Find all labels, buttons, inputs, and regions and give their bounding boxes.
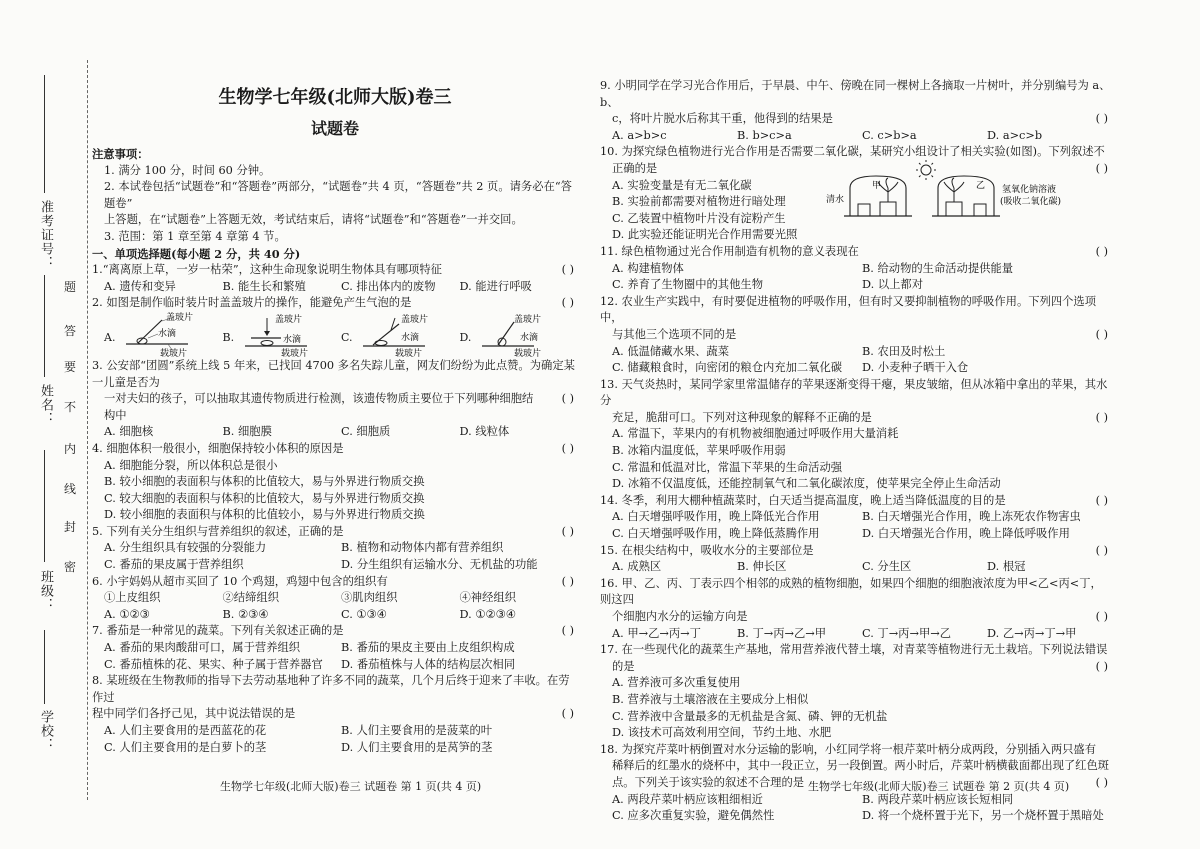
notice-heading: 注意事项：	[92, 147, 149, 161]
option: B. 番茄的果皮主要由上皮组织构成	[341, 641, 515, 655]
option: C. 丁→丙→甲→乙	[862, 626, 952, 640]
question-7	[92, 623, 578, 640]
right-page-footer: 生物学七年级(北师大版)卷三 试题卷 第 2 页(共 4 页)	[808, 780, 1070, 793]
option: C. 常温和低温对比，常温下苹果的生命活动强	[612, 460, 843, 474]
label-coverslip: 盖玻片	[274, 314, 302, 325]
figure-letter: C.	[341, 330, 353, 344]
option: D. 将一个烧杯置于光下，另一个烧杯置于黑暗处	[862, 809, 1104, 823]
question-stem: 15. 在根尖结构中，吸收水分的主要部位是	[600, 543, 814, 557]
option: D. 白天增强光合作用，晚上降低呼吸作用	[862, 527, 1070, 541]
question-stem: 11. 绿色植物通过光合作用制造有机物的意义表现在	[600, 244, 859, 258]
left-page	[92, 78, 578, 756]
question-5	[92, 524, 578, 541]
option: C. ①③④	[341, 607, 387, 621]
question-18-line2: 稀释后的红墨水的烧杯中，其中一段正立，另一段倒置。两小时后，芹菜叶柄横截面都出现了红色斑	[612, 759, 1110, 773]
figure-letter: B.	[222, 330, 235, 344]
school-blank[interactable]	[44, 630, 45, 704]
question-stem: 4. 细胞体积一般很小，细胞保持较小体积的原因是	[92, 441, 344, 455]
answer-paren[interactable]: ( )	[1095, 543, 1108, 557]
question-9-line2	[600, 111, 1112, 128]
label-coverslip: 盖玻片	[166, 312, 194, 323]
name-blank[interactable]	[44, 275, 45, 377]
question-options	[600, 792, 1112, 825]
photosynthesis-experiment-figure	[826, 158, 1076, 222]
answer-paren[interactable]: ( )	[561, 441, 574, 455]
question-4	[92, 441, 578, 458]
class-blank[interactable]	[44, 450, 45, 562]
option: A. 两段芹菜叶柄应该粗细相近	[612, 792, 763, 806]
warning-char: 密	[64, 560, 77, 574]
question-17: 17. 在一些现代化的蔬菜生产基地，常用营养液代替土壤，对青菜等植物进行无土栽培。下列说法错误	[600, 643, 1108, 657]
item: ③肌肉组织	[341, 591, 398, 605]
question-3: 3. 公安部“团圆”系统上线 5 年来，已找回 4700 多名失踪儿童，网友们纷纷为此点赞。为确定某一儿童是否为	[92, 358, 575, 389]
question-options	[600, 344, 1112, 377]
answer-paren[interactable]: ( )	[561, 574, 574, 588]
label-water: 水滴	[401, 332, 420, 343]
coverslip-diagram-a	[118, 312, 218, 358]
option: C. 人们主要食用的是白萝卜的茎	[104, 740, 267, 754]
exam-title: 生物学七年级(北师大版)卷三	[218, 87, 452, 108]
answer-paren[interactable]: ( )	[561, 296, 574, 310]
answer-paren[interactable]: ( )	[561, 707, 574, 721]
answer-paren[interactable]: ( )	[561, 263, 574, 277]
question-stem: 1.“离离原上草，一岁一枯荣”，这种生命现象说明生物体具有哪项特征	[92, 263, 442, 277]
question-options	[92, 723, 578, 756]
question-12: 12. 农业生产实践中，有时要促进植物的呼吸作用，但有时又要抑制植物的呼吸作用。下列四个选项中，	[600, 294, 1097, 325]
question-2	[92, 295, 578, 312]
question-12-line2	[600, 327, 1112, 344]
exam-number-blank[interactable]	[44, 75, 45, 193]
answer-paren[interactable]: ( )	[1095, 327, 1108, 341]
question-17-line2	[600, 659, 1112, 676]
name-label: 姓名：	[38, 384, 53, 426]
question-options	[600, 559, 1112, 576]
sun-icon	[921, 165, 931, 175]
label-water: 清水	[826, 195, 845, 205]
label-slide: 载玻片	[395, 348, 423, 358]
question-13: 13. 天气炎热时，某同学家里常温储存的苹果逐渐变得干瘪，果皮皱缩，但从冰箱中拿出的苹果，其水分	[600, 377, 1108, 408]
label-water: 水滴	[282, 334, 301, 345]
question-stem: 5. 下列有关分生组织与营养组织的叙述，正确的是	[92, 524, 344, 538]
question-stem: 个细胞内水分的运输方向是	[612, 610, 748, 623]
left-page-footer: 生物学七年级(北师大版)卷三 试题卷 第 1 页(共 4 页)	[220, 780, 482, 793]
question-stem: 的是	[612, 659, 635, 673]
option: B. 人们主要食用的是菠菜的叶	[341, 724, 493, 737]
question-10: 10. 为探究绿色植物进行光合作用是否需要二氧化碳，某研究小组设计了相关实验(如图)。下列叙述不	[600, 145, 1105, 159]
figure-d	[460, 312, 579, 358]
question-stem: 与其他三个选项不同的是	[612, 327, 737, 341]
option: C. 排出体内的废物	[341, 279, 436, 293]
warning-char: 要	[64, 360, 77, 374]
option: B. 营养液与土壤溶液在主要成分上相似	[612, 692, 809, 706]
warning-char: 封	[64, 520, 77, 534]
option: D. ①②③④	[459, 607, 516, 621]
option: C. 番茄的果皮属于营养组织	[104, 558, 244, 572]
question-8: 8. 某班级在生物教师的指导下去劳动基地种了许多不同的蔬菜，几个月后终于迎来了丰收。在劳作过	[92, 674, 570, 704]
option: B. 丁→丙→乙→甲	[737, 626, 827, 640]
answer-paren[interactable]: ( )	[1095, 659, 1108, 673]
question-6	[92, 574, 578, 591]
option: D. 较小细胞的表面积与体积的比值较小，易与外界进行物质交换	[104, 508, 425, 522]
option: A. 番茄的果肉酸甜可口，属于营养组织	[104, 641, 301, 655]
option: B. 较小细胞的表面积与体积的比值较大，易与外界进行物质交换	[104, 475, 425, 489]
answer-paren[interactable]: ( )	[1095, 410, 1108, 424]
option: B. 植物和动物体内都有营养组织	[341, 541, 504, 555]
option: C. 细胞质	[341, 425, 391, 439]
question-18: 18. 为探究芹菜叶柄倒置对水分运输的影响，小红同学将一根芹菜叶柄分成两段，分别插入两只盛有	[600, 742, 1097, 756]
option: D. 此实验还能证明光合作用需要光照	[612, 228, 798, 242]
option: B. 实验前都需要对植物进行暗处理	[612, 195, 786, 209]
question-15	[600, 543, 1112, 560]
option: B. 两段芹菜叶柄应该长短相同	[862, 792, 1014, 806]
item: ④神经组织	[459, 591, 516, 605]
question-options	[92, 540, 578, 573]
question-stem: 程中同学们各抒己见，其中说法错误的是	[92, 707, 296, 721]
label-water: 水滴	[519, 332, 538, 343]
option: D. 根冠	[987, 560, 1026, 574]
notice-line: 3. 范围：第 1 章至第 4 章第 4 节。	[104, 229, 286, 243]
question-options	[600, 626, 1112, 643]
question-stem: 2. 如图是制作临时装片时盖盖玻片的操作，能避免产生气泡的是	[92, 296, 412, 310]
answer-paren[interactable]: ( )	[561, 524, 574, 538]
option: A. ①②③	[104, 607, 150, 621]
option: A. 低温储藏水果、蔬菜	[612, 344, 730, 358]
binding-margin	[0, 0, 95, 849]
figure-b	[223, 312, 342, 358]
question-13-line2	[600, 410, 1112, 427]
answer-paren[interactable]: ( )	[1095, 112, 1108, 126]
question-options	[92, 279, 578, 296]
option: A. 甲→乙→丙→丁	[612, 626, 701, 640]
question-options	[600, 128, 1112, 145]
option: A. 构建植物体	[612, 261, 684, 275]
option: B. 农田及时松土	[862, 344, 946, 358]
coverslip-figures	[92, 312, 578, 358]
option: D. 乙→丙→丁→甲	[987, 626, 1077, 640]
option: B. 冰箱内温度低，苹果呼吸作用弱	[612, 444, 786, 458]
question-stem: 充足，脆甜可口。下列对这种现象的解释不正确的是	[612, 410, 872, 424]
figure-a	[104, 312, 223, 358]
option: B. 伸长区	[737, 560, 787, 574]
option: A. 人们主要食用的是西蓝花的花	[104, 724, 267, 737]
option: C. 储藏粮食时，向密闭的粮仓内充加二氧化碳	[612, 361, 843, 375]
label-coverslip: 盖玻片	[401, 314, 429, 325]
label-yi: 乙	[976, 181, 986, 191]
notice-line: 2. 本试卷包括“试题卷”和“答题卷”两部分，“试题卷”共 4 页，“答题卷”共 2 页。请务必在“答题卷”	[104, 180, 572, 210]
option: C. 营养液中含量最多的无机盐是含氮、磷、钾的无机盐	[612, 709, 888, 723]
question-1	[92, 262, 578, 279]
question-16-line2	[600, 609, 1112, 626]
option: A. 实验变量是有无二氧化碳	[612, 178, 752, 192]
question-16: 16. 甲、乙、丙、丁表示四个相邻的成熟的植物细胞，如果四个细胞的细胞液浓度为甲<乙<丙<丁，则这四	[600, 576, 1102, 607]
item: ①上皮组织	[104, 591, 161, 605]
option: D. 人们主要食用的是莴笋的茎	[341, 740, 493, 754]
option: A. 分生组织具有较强的分裂能力	[104, 541, 267, 555]
option: D. 以上都对	[862, 278, 924, 292]
option: D. 该技术可高效利用空间，节约土地、水肥	[612, 726, 832, 740]
exam-number-label: 准考证号：	[38, 200, 53, 270]
option: A. 白天增强呼吸作用，晚上降低光合作用	[612, 510, 820, 524]
question-14	[600, 493, 1112, 510]
option: C. 较大细胞的表面积与体积的比值较大，易与外界进行物质交换	[104, 491, 425, 505]
school-label: 学校：	[38, 710, 53, 752]
coverslip-diagram-d	[474, 312, 574, 358]
binding-dashed-line	[87, 60, 88, 800]
question-stem: 7. 番茄是一种常见的蔬菜。下列有关叙述正确的是	[92, 624, 344, 638]
option: A. a>b>c	[612, 128, 667, 142]
label-slide: 载玻片	[513, 348, 541, 358]
item: ②结缔组织	[222, 591, 279, 605]
label-jia: 甲	[872, 181, 882, 191]
question-stem: 14. 冬季，利用大棚种植蔬菜时，白天适当提高温度，晚上适当降低温度的目的是	[600, 493, 1006, 507]
section-heading: 一、单项选择题(每小题 2 分，共 40 分)	[92, 246, 301, 261]
question-stem: 点。下列关于该实验的叙述不合理的是	[612, 775, 805, 789]
warning-char: 题	[64, 280, 77, 294]
question-stem: 6. 小宇妈妈从超市买回了 10 个鸡翅，鸡翅中包含的组织有	[92, 574, 388, 588]
warning-char: 线	[64, 482, 77, 496]
option: B. 白天增强光合作用，晚上冻死农作物害虫	[862, 510, 1081, 524]
question-9: 9. 小明同学在学习光合作用后，于早晨、中午、傍晚在同一棵树上各摘取一片树叶，并分别编号为 a、b、	[600, 79, 1111, 109]
notice-line: 1. 满分 100 分，时间 60 分钟。	[104, 163, 271, 177]
answer-paren[interactable]: ( )	[1095, 610, 1108, 623]
question-options	[92, 424, 578, 441]
option: C. 白天增强呼吸作用，晚上降低蒸腾作用	[612, 527, 820, 541]
label-coverslip: 盖玻片	[513, 314, 541, 325]
label-water: 水滴	[158, 328, 177, 339]
option: A. 遗传和变异	[104, 279, 176, 293]
option: C. 分生区	[862, 560, 912, 574]
warning-char: 答	[64, 324, 77, 338]
option: A. 细胞能分裂，所以体积总是很小	[104, 458, 278, 472]
answer-paren[interactable]: ( )	[561, 624, 574, 638]
class-label: 班级：	[38, 570, 53, 612]
figure-letter: D.	[459, 330, 472, 344]
option: D. 番茄植株与人体的结构层次相同	[341, 657, 515, 671]
question-options	[600, 509, 1112, 542]
coverslip-diagram-c	[355, 312, 455, 358]
label-naoh-note: (吸收二氧化碳)	[1000, 197, 1062, 207]
option: D. 小麦种子晒干入仓	[862, 361, 969, 375]
question-options	[600, 261, 1112, 294]
tissue-items	[92, 590, 578, 607]
option: B. 给动物的生命活动提供能量	[862, 261, 1014, 275]
question-11	[600, 244, 1112, 261]
option: B. 细胞膜	[222, 425, 272, 439]
question-stem: 正确的是	[612, 161, 658, 175]
option: C. 应多次重复实验，避免偶然性	[612, 809, 775, 823]
question-stem: c，将叶片脱水后称其干重，他得到的结果是	[612, 112, 833, 126]
option: C. 乙装置中植物叶片没有淀粉产生	[612, 211, 786, 225]
warning-char: 内	[64, 442, 77, 456]
option: B. 能生长和繁殖	[222, 279, 306, 293]
figure-letter: A.	[104, 330, 116, 344]
option: D. 线粒体	[459, 425, 510, 439]
label-slide: 载玻片	[160, 348, 188, 358]
option: A. 成熟区	[612, 560, 662, 574]
answer-paren[interactable]: ( )	[1095, 775, 1108, 789]
answer-paren[interactable]: ( )	[561, 392, 574, 406]
option: D. 分生组织有运输水分、无机盐的功能	[341, 558, 538, 572]
option: C. 番茄植株的花、果实、种子属于营养器官	[104, 657, 323, 671]
option: D. 冰箱不仅温度低，还能控制氧气和二氧化碳浓度，使苹果完全停止生命活动	[612, 477, 1001, 491]
question-options	[92, 640, 578, 673]
question-8-line2	[92, 706, 578, 723]
notice-line: 上答题，在“试题卷”上答题无效，考试结束后，请将“试题卷”和“答题卷”一并交回。	[104, 213, 523, 227]
plant-b-icon	[944, 178, 964, 202]
question-3-line2	[92, 391, 578, 424]
option: C. 养育了生物圈中的其他生物	[612, 278, 763, 292]
coverslip-diagram-b	[237, 312, 337, 358]
option: C. c>b>a	[862, 128, 917, 142]
option: A. 常温下，苹果内的有机物被细胞通过呼吸作用大量消耗	[612, 427, 899, 441]
question-stem: 一对夫妇的孩子，可以抽取其遗传物质进行检测，该遗传物质主要位于下列哪种细胞结构中	[104, 392, 534, 422]
option: A. 营养液可多次重复使用	[612, 676, 741, 690]
option: B. b>c>a	[737, 128, 792, 142]
answer-paren[interactable]: ( )	[1095, 493, 1108, 507]
figure-c	[341, 312, 460, 358]
answer-paren[interactable]: ( )	[1095, 161, 1108, 175]
label-naoh: 氢氧化钠溶液	[1002, 185, 1057, 195]
label-slide: 载玻片	[280, 348, 308, 358]
option: D. a>c>b	[987, 128, 1043, 142]
option: D. 能进行呼吸	[459, 279, 532, 293]
warning-char: 不	[64, 400, 77, 414]
question-options	[92, 607, 578, 624]
answer-paren[interactable]: ( )	[1095, 244, 1108, 258]
option: A. 细胞核	[104, 425, 154, 439]
option: B. ②③④	[222, 607, 269, 621]
exam-subtitle: 试题卷	[310, 119, 359, 138]
